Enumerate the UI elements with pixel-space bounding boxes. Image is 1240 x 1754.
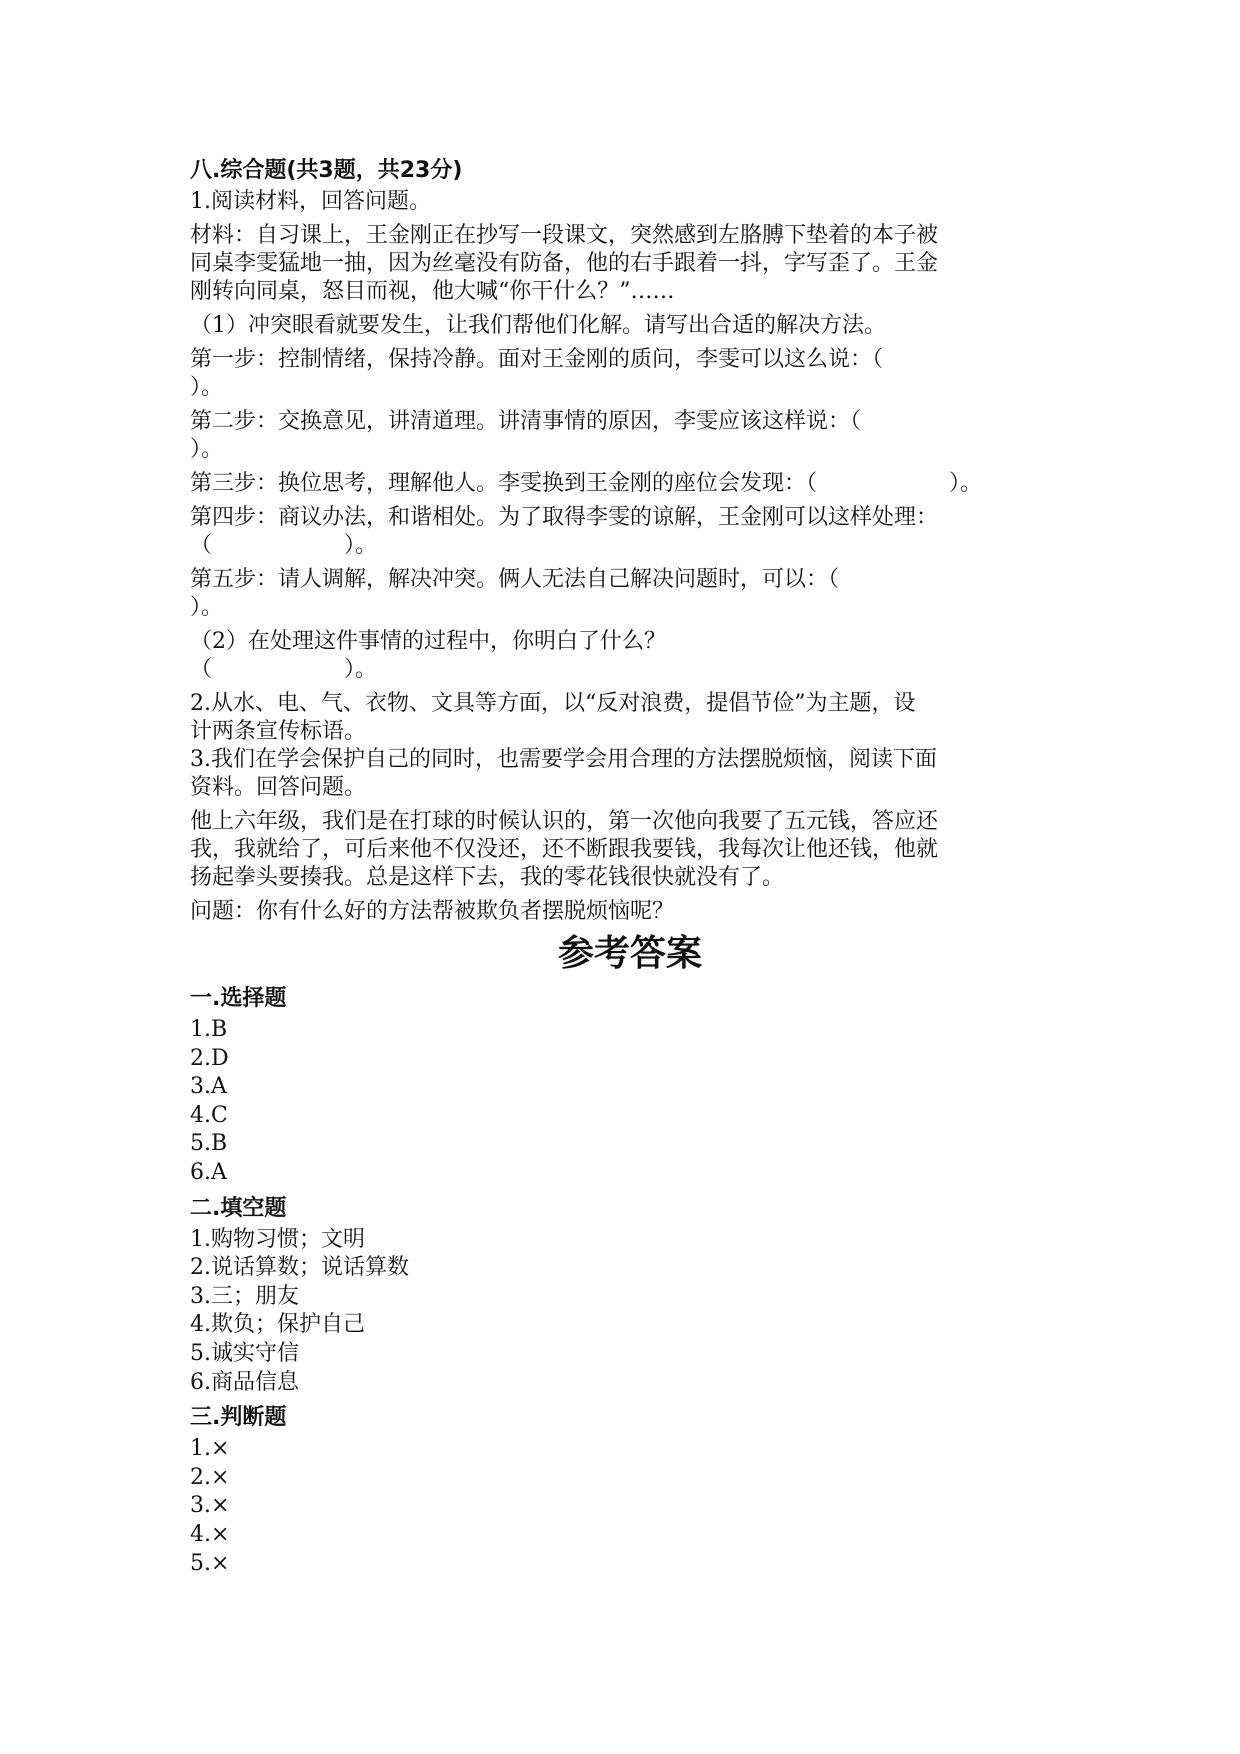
answer-item: 4.C [190, 1102, 228, 1128]
answers-sec2-list [190, 1226, 1070, 1398]
answers-sec3-list [190, 1435, 1070, 1578]
q1-step2 [190, 408, 1070, 464]
q1-part2 [190, 628, 1070, 684]
q2 [190, 690, 1070, 746]
answers-sec1-title: 一.选择题 [190, 986, 287, 1011]
q3-stem-line: 3.我们在学会保护自己的同时，也需要学会用合理的方法摆脱烦恼，阅读下面 [190, 747, 937, 772]
document-page [190, 150, 1070, 1578]
answer-item: 1.× [190, 1436, 230, 1462]
q3-stem-line: 资料。回答问题。 [190, 775, 367, 800]
answer-key-title: 参考答案 [557, 933, 702, 974]
q1-part2-line: （2）在处理这件事情的过程中，你明白了什么？ [190, 629, 666, 654]
q1-step5-line: 第五步：请人调解，解决冲突。俩人无法自己解决问题时，可以：（ [190, 567, 840, 592]
answer-item: 2.× [190, 1464, 230, 1490]
answer-item: 2.D [190, 1045, 229, 1071]
q3-material-line: 扬起拳头要揍我。总是这样下去，我的零花钱很快就没有了。 [190, 865, 785, 890]
q2-line: 2.从水、电、气、衣物、文具等方面，以“反对浪费，提倡节俭”为主题，设 [190, 691, 916, 716]
q1-step5 [190, 566, 1070, 622]
q1-step5-line: ）。 [190, 595, 224, 620]
answer-item: 3.三；朋友 [190, 1283, 299, 1309]
q1-step4-line: （ ）。 [190, 533, 378, 558]
q1-part1: （1）冲突眼看就要发生，让我们帮他们化解。请写出合适的解决方法。 [190, 313, 886, 338]
q1-step1-line: 第一步：控制情绪，保持冷静。面对王金刚的质问，李雯可以这么说：（ [190, 347, 884, 372]
answers-sec1-list [190, 1016, 1070, 1188]
answer-item: 5.B [190, 1131, 228, 1157]
answer-item: 5.诚实守信 [190, 1340, 299, 1366]
q3-material [190, 808, 1070, 892]
answer-item: 1.购物习惯；文明 [190, 1226, 365, 1252]
q3-material-line: 我，我就给了，可后来他不仅没还，还不断跟我要钱，我每次让他还钱，他就 [190, 837, 939, 862]
q1-step4 [190, 504, 1070, 560]
q1-material [190, 222, 1070, 306]
answer-item: 6.商品信息 [190, 1369, 299, 1395]
q3-material-line: 他上六年级，我们是在打球的时候认识的，第一次他向我要了五元钱，答应还 [190, 809, 939, 834]
q1-material-line: 材料：自习课上，王金刚正在抄写一段课文，突然感到左胳膊下垫着的本子被 [190, 223, 939, 248]
answer-item: 3.× [190, 1493, 230, 1519]
q3-question: 问题：你有什么好的方法帮被欺负者摆脱烦恼呢？ [190, 899, 675, 924]
answers-sec3-title: 三.判断题 [190, 1405, 287, 1431]
q1-step2-line: 第二步：交换意见，讲清道理。讲清事情的原因，李雯应该这样说：（ [190, 409, 862, 434]
answers-sec2-title: 二.填空题 [190, 1195, 287, 1221]
answer-item: 6.A [190, 1159, 227, 1185]
q1-part2-line: （ ）。 [190, 657, 378, 682]
answer-item: 1.B [190, 1017, 228, 1042]
q1-stem: 1.阅读材料，回答问题。 [190, 189, 431, 214]
section-8-title: 八.综合题(共3题，共23分) [190, 158, 463, 183]
q3-stem [190, 746, 1070, 802]
q1-step1 [190, 346, 1070, 402]
answer-item: 4.欺负；保护自己 [190, 1312, 365, 1338]
q1-step3 [190, 470, 1070, 498]
q1-material-line: 同桌李雯猛地一抽，因为丝毫没有防备，他的右手跟着一抖，字写歪了。王金 [190, 251, 939, 276]
q1-step1-line: ）。 [190, 375, 224, 400]
answer-item: 4.× [190, 1521, 230, 1547]
q1-step2-line: ）。 [190, 437, 224, 462]
answer-item: 2.说话算数；说话算数 [190, 1255, 409, 1281]
q1-material-line: 刚转向同桌，怒目而视，他大喊“你干什么？”…… [190, 279, 675, 304]
q1-step4-line: 第四步：商议办法，和谐相处。为了取得李雯的谅解，王金刚可以这样处理： [190, 505, 939, 530]
q1-step3-line: 第三步：换位思考，理解他人。李雯换到王金刚的座位会发现：（ ）。 [190, 471, 983, 496]
answer-item: 3.A [190, 1074, 227, 1100]
q2-line: 计两条宣传标语。 [190, 719, 367, 744]
answer-item: 5.× [190, 1550, 230, 1576]
